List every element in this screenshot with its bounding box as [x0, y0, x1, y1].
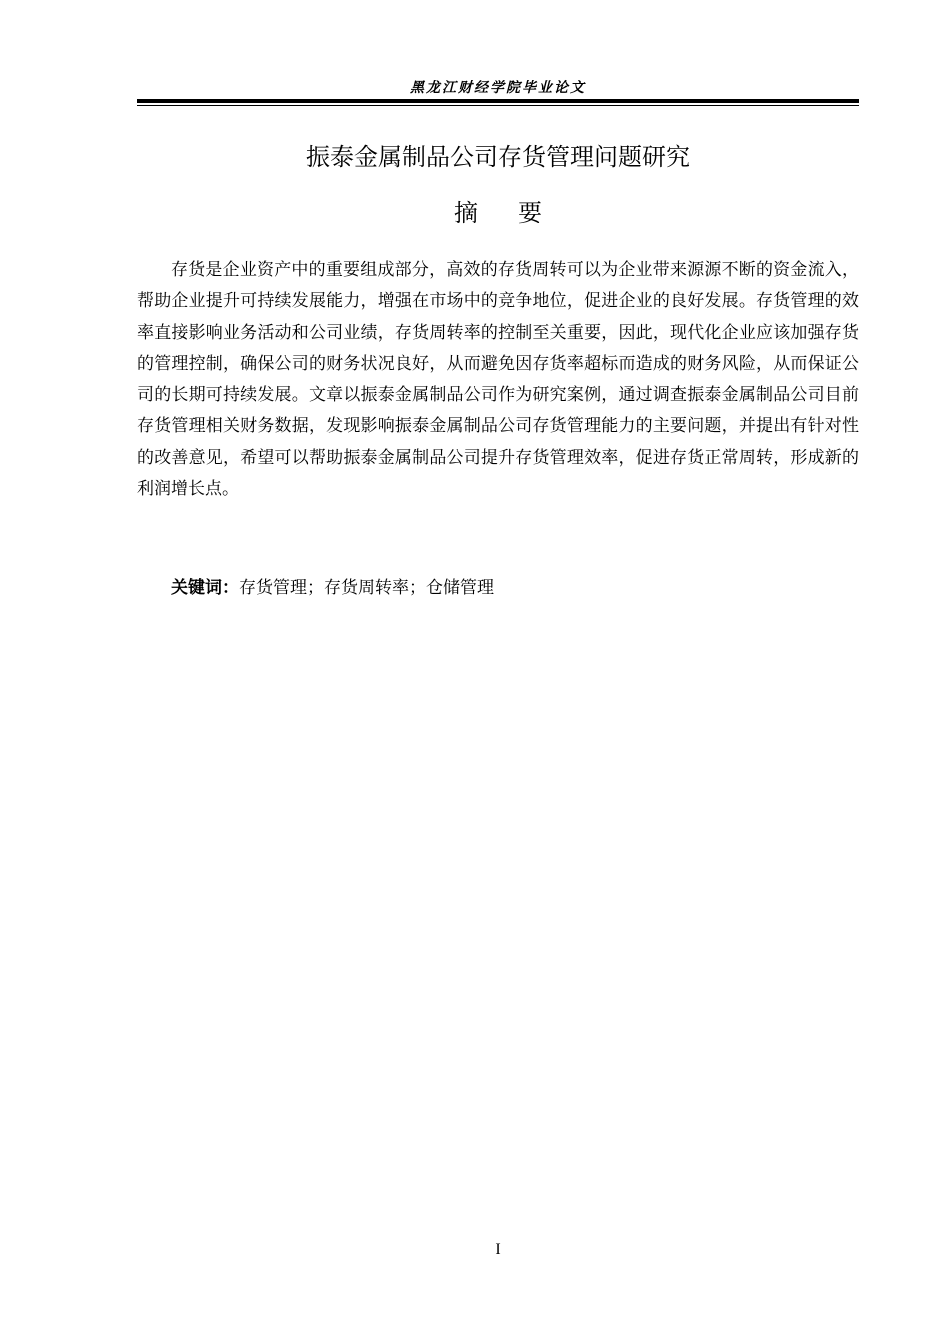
keywords-line [171, 575, 859, 601]
running-header: 黑龙江财经学院毕业论文 [410, 80, 586, 96]
paper-title: 振泰金属制品公司存货管理问题研究 [306, 143, 690, 171]
abstract-heading: 摘要 [454, 199, 582, 227]
keywords-label: 关键词： [171, 578, 239, 598]
keywords-text: 存货管理；存货周转率；仓储管理 [239, 578, 494, 598]
header-rule-thin [137, 105, 859, 106]
page-number: I [495, 1241, 501, 1258]
header-rule-thick [137, 99, 859, 103]
abstract-body: 存货是企业资产中的重要组成部分，高效的存货周转可以为企业带来源源不断的资金流入，帮助企业提升可持续发展能力，增强在市场中的竞争地位，促进企业的良好发展。存货管理的效率直接影响业务活动和公司业绩，存货周转率的控制至关重要，因此，现代化企业应该加强存货的管理控制，确保公司的财务状况良好，从而避免因存货率超标而造成的财务风险，从而保证公司的长期可持续发展。文章以振泰金属制品公司作为研究案例，通过调查振泰金属制品公司目前存货管理相关财务数据，发现影响振泰金属制品公司存货管理能力的主要问题，并提出有针对性的改善意见，希望可以帮助振泰金属制品公司提升存货管理效率，促进存货正常周转，形成新的利润增长点。 [137, 260, 859, 500]
